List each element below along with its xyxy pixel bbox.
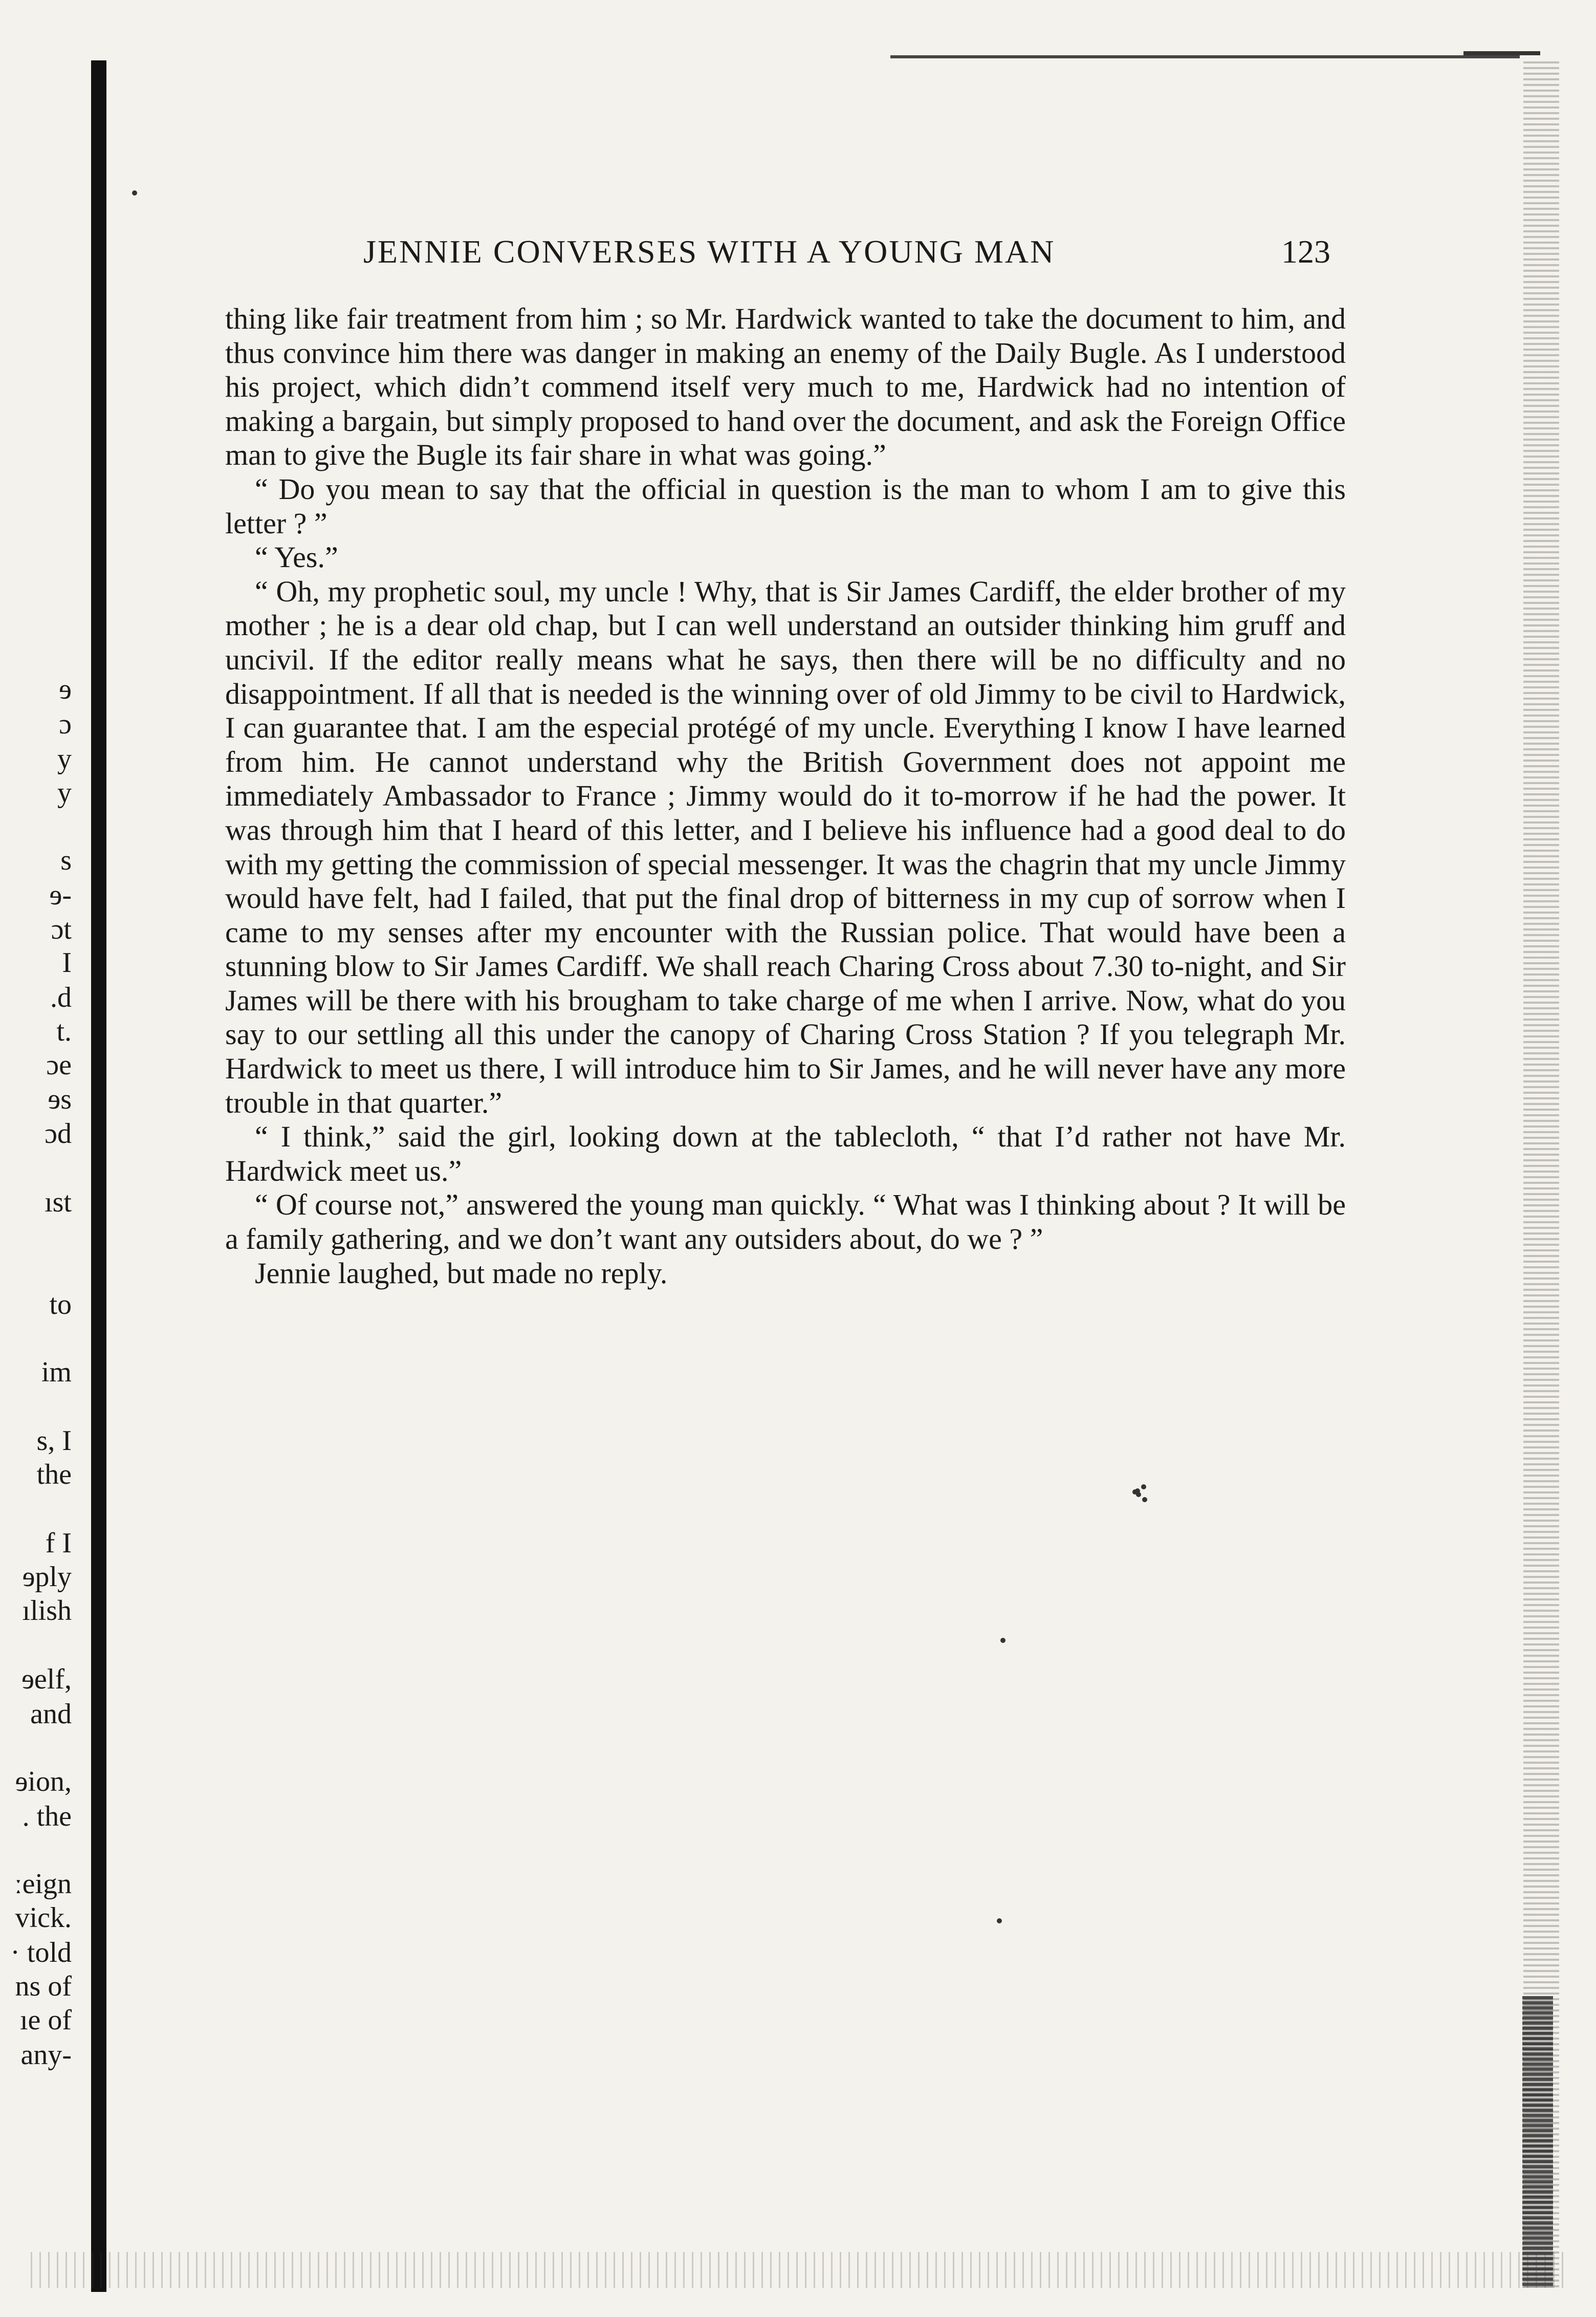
ink-speck (1142, 1497, 1147, 1502)
paragraph: “ Yes.” (255, 540, 338, 574)
margin-fragment: t. (56, 1015, 72, 1047)
margin-fragment: ɔt (51, 914, 72, 945)
margin-fragment: ɔ (59, 708, 72, 740)
running-head-title: JENNIE CONVERSES WITH A YOUNG MAN (363, 233, 1056, 270)
margin-fragment: vick. (15, 1902, 72, 1934)
ink-speck (1135, 1488, 1140, 1493)
margin-fragment: ɘ- (49, 879, 72, 911)
margin-fragment: ılish (22, 1595, 72, 1627)
margin-fragment: . the (22, 1801, 72, 1832)
margin-fragment: the (36, 1459, 72, 1490)
margin-fragment: · told (10, 1937, 72, 1968)
margin-fragment: im (41, 1356, 72, 1388)
ink-speck (132, 190, 137, 196)
margin-fragment: I (62, 947, 72, 979)
margin-fragment: ɘ (59, 674, 72, 705)
paragraph: Jennie laughed, but made no reply. (255, 1256, 668, 1290)
paragraph: “ Of course not,” answered the young man quickly. “ What was I thinking about ? It will be a family gathering, and we don’t want any outsiders about, do we ? ” (225, 1188, 1346, 1256)
margin-fragment: ːeign (14, 1868, 72, 1900)
right-edge-dark-speckle (1522, 1996, 1553, 2288)
paragraph: thing like fair treatment from him ; so Mr. Hardwick wanted to take the document to him, and thus convince him there was danger in making an enemy of the Daily Bugle. As I understood his project, which didn’t commend itself very much to me, Hardwick had no intention of making a bargain, but simply proposed to hand over the document, and ask the Foreign Office man to give the Bugle its fair share in what was going.” (225, 302, 1346, 472)
right-edge-speckle (1523, 61, 1559, 2288)
margin-fragment: ɘs (48, 1084, 72, 1115)
margin-fragment: y (57, 743, 72, 775)
margin-fragment: ɔe (46, 1049, 72, 1081)
margin-fragment: and (30, 1698, 72, 1730)
margin-fragment: ıe of (19, 2004, 72, 2036)
ink-speck (1141, 1484, 1146, 1489)
margin-fragment: ɘply (22, 1561, 72, 1593)
margin-fragment: ıst (45, 1186, 72, 1218)
running-header (225, 233, 1346, 274)
page-number: 123 (1281, 233, 1330, 270)
ink-speck (1000, 1638, 1005, 1643)
paragraph: “ I think,” said the girl, looking down at the tablecloth, “ that I’d rather not have Mr. Hardwick meet us.” (225, 1120, 1346, 1187)
ink-speck (997, 1918, 1002, 1923)
margin-fragment: f I (45, 1527, 72, 1559)
margin-fragment: s (60, 844, 72, 876)
margin-fragment: ns of (15, 1970, 72, 2002)
paragraph: “ Oh, my prophetic soul, my uncle ! Why, that is Sir James Cardiff, the elder brother of my mother ; he is a dear old chap, but I can well understand an outsider thinking him gruff and uncivil. If the editor really means what he says, then there will be no difficulty and no disappointment. If all that is needed is the winning over of old Jimmy to be civil to Hardwick, I can guarantee that. I am the especial protégé of my uncle. Everything I know I have learned from him. He cannot understand why the British Government does not appoint me immediately Ambassador to France ; Jimmy would do it to-morrow if he had the power. It was through him that I heard of this letter, and I believe his influence had a good deal to do with my getting the commission of special messenger. It was the chagrin that my uncle Jimmy would have felt, had I failed, that put the final drop of bitterness in my cup of sorrow when I came to my senses after my encounter with the Russian police. That would have been a stunning blow to Sir James Cardiff. We shall reach Charing Cross about 7.30 to-night, and Sir James will be there with his brougham to take charge of me when I arrive. Now, what do you say to our settling all this under the canopy of Charing Cross Station ? If you telegraph Mr. Hardwick to meet us there, I will introduce him to Sir James, and he will never have any more trouble in that quarter.” (225, 574, 1346, 1119)
margin-fragment: to (49, 1289, 72, 1320)
margin-fragment: y (57, 777, 72, 809)
bottom-edge-speckle (31, 2252, 1565, 2288)
margin-fragment: .d (50, 982, 72, 1013)
margin-fragment: ɘelf, (21, 1663, 72, 1695)
top-rule-corner (1463, 51, 1540, 55)
top-rule (890, 55, 1520, 58)
body-text (225, 302, 1346, 1290)
paragraph: “ Do you mean to say that the official in question is the man to whom I am to give this letter ? ” (225, 472, 1346, 540)
margin-fragment: s, I (36, 1425, 72, 1457)
binding-shadow (91, 60, 106, 2292)
margin-fragment: ɘion, (15, 1766, 72, 1798)
margin-fragment: any- (20, 2039, 72, 2071)
margin-fragment: ɔd (45, 1118, 72, 1150)
